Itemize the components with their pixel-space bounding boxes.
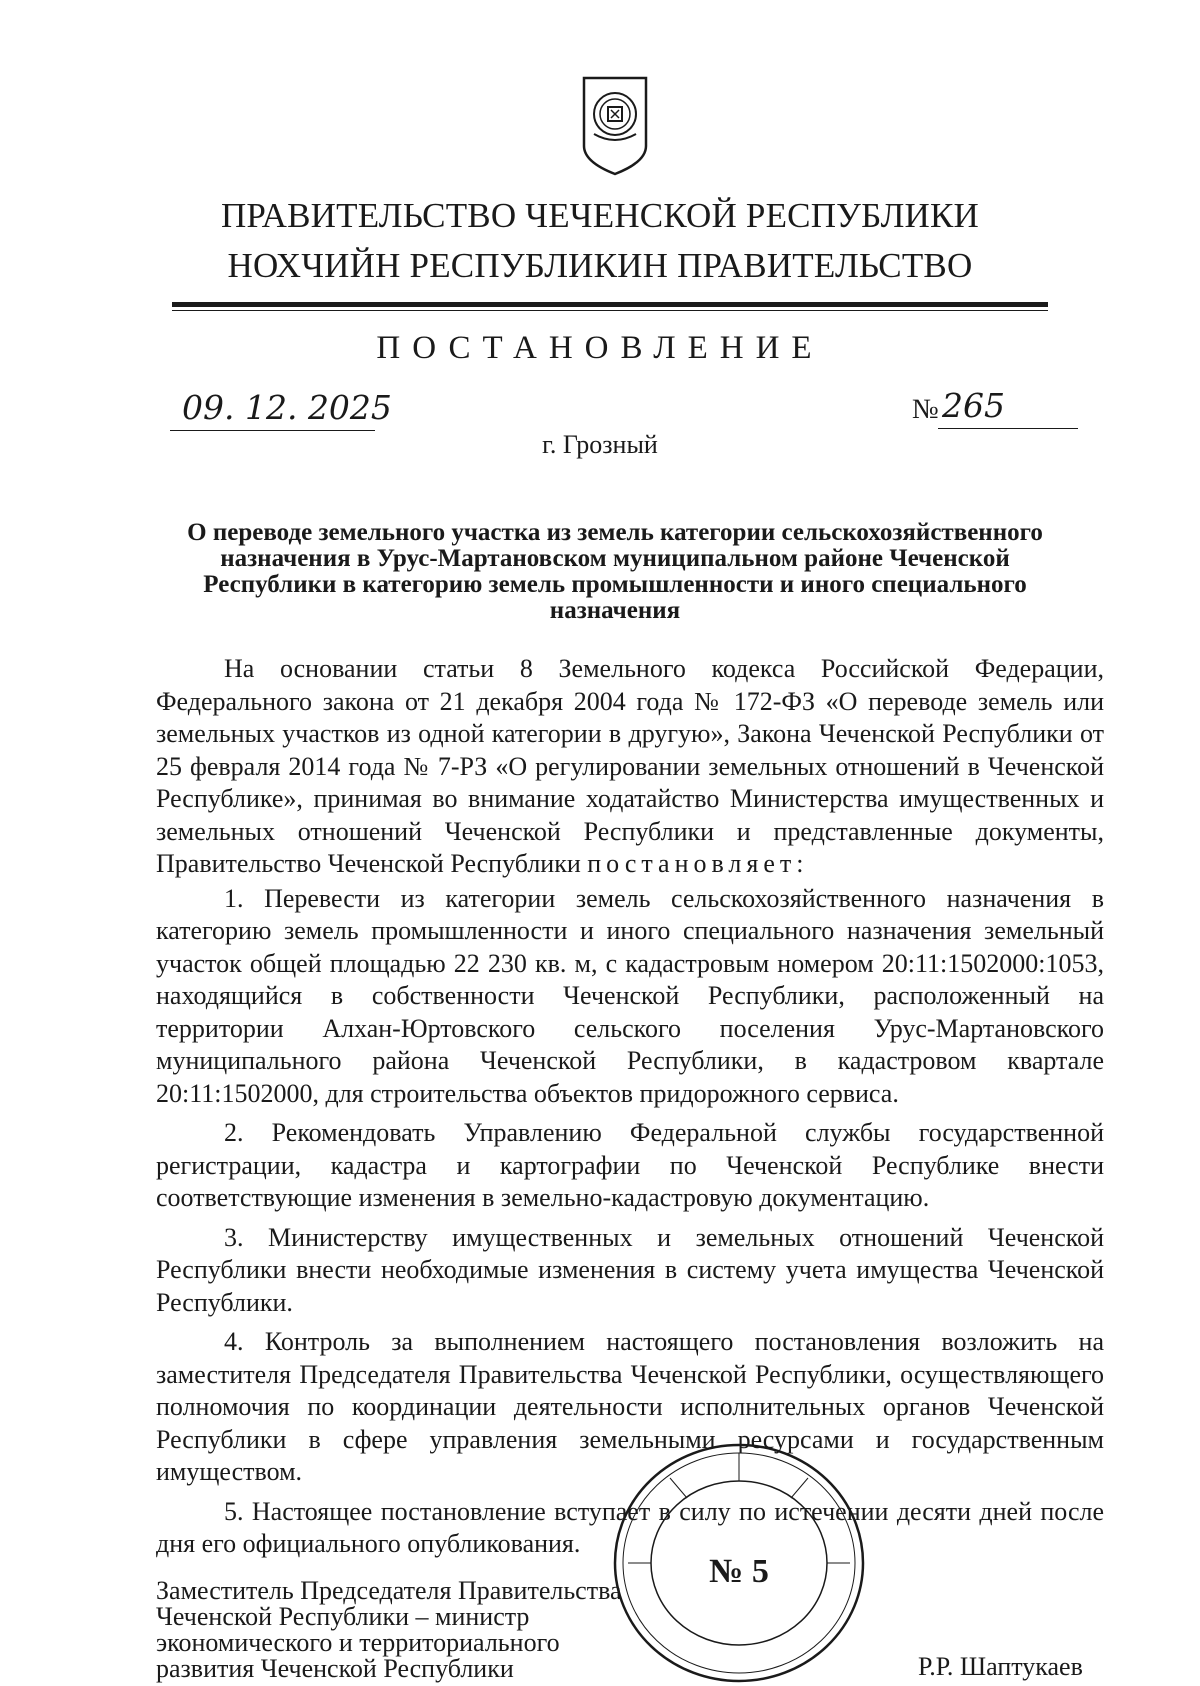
item-paragraph-5: 5. Настоящее постановление вступает в силу по истечении десяти дней после дня его официального опубликования. [156,1496,1104,1558]
item-paragraph-4: 4. Контроль за выполнением настоящего постановления возложить на заместителя Председателя Правительства Чеченской Республики, осуществляющего полномочия по координации деятельности исполнительных органов Чеченской Республики в сфере управления земельными ресурсами и государственным имуществом. [156,1327,1104,1486]
official-stamp-icon [610,1440,868,1686]
organization-name-chechen: НОХЧИЙН РЕСПУБЛИКИН ПРАВИТЕЛЬСТВО [227,246,973,285]
signatory-line: экономического и территориального [156,1628,560,1657]
title-line: назначения в Урус-Мартановском муниципальном районе Чеченской [220,545,1010,572]
document-type: ПОСТАНОВЛЕНИЕ [376,330,824,366]
preamble-text: На основании статьи 8 Земельного кодекса Российской Федерации, Федерального закона от 21 декабря 2004 года № 172-ФЗ «О переводе земель или земельных участков из одной категории в другую», Закона Чеченской Республики от 25 февраля 2014 года № 7-РЗ «О регулировании земельных отношений в Чеченской Республике», принимая во внимание ходатайство Министерства имущественных и земельных отношений Чеченской Республики и представленные документы, Правительство Чеченской Республики [156,654,1104,878]
document-title [155,520,1075,624]
number-label: № [912,394,939,425]
header-divider-thick [172,302,1048,307]
stamp-number: № 5 [709,1553,769,1590]
document-number: 265 [942,386,1005,425]
preamble-paragraph [156,653,1104,881]
signatory-name: Р.Р. Шаптукаев [918,1652,1083,1681]
title-line: назначения [549,597,681,624]
item-paragraph-3: 3. Министерству имущественных и земельных отношений Чеченской Республики внести необходимые изменения в систему учета имущества Чеченской Республики. [156,1222,1104,1317]
number-underline [938,428,1078,429]
document-city: г. Грозный [542,430,658,459]
coat-of-arms-icon [580,74,650,178]
document-body [156,653,1104,1563]
signatory-line: Заместитель Председателя Правительства [156,1576,622,1605]
organization-name: ПРАВИТЕЛЬСТВО ЧЕЧЕНСКОЙ РЕСПУБЛИКИ [220,196,980,235]
preamble-verb: постановляет: [587,849,809,878]
title-line: О переводе земельного участка из земель категории сельскохозяйственного [187,519,1043,546]
signatory-line: Чеченской Республики – министр [156,1602,530,1631]
item-paragraph-2: 2. Рекомендовать Управлению Федеральной службы государственной регистрации, кадастра и картографии по Чеченской Республике внести соответствующие изменения в земельно-кадастровую документацию. [156,1118,1104,1212]
header-divider-thin [172,310,1048,311]
signatory-line: развития Чеченской Республики [156,1654,514,1683]
item-paragraph-1: 1. Перевести из категории земель сельскохозяйственного назначения в категорию земель промышленности и иного специального назначения земельный участок общей площадью 22 230 кв. м, с кадастровым номером 20:11:1502000:1053, находящийся в собственности Чеченской Республики, расположенный на территории Алхан-Юртовского сельского поселения Урус-Мартановского муниципального района Чеченской Республики, в кадастровом квартале 20:11:1502000, для строительства объектов придорожного сервиса. [156,883,1104,1108]
signatory-title [156,1578,622,1682]
document-date: 09. 12. 2025 [182,388,392,427]
title-line: Республики в категорию земель промышленности и иного специального [203,571,1027,598]
